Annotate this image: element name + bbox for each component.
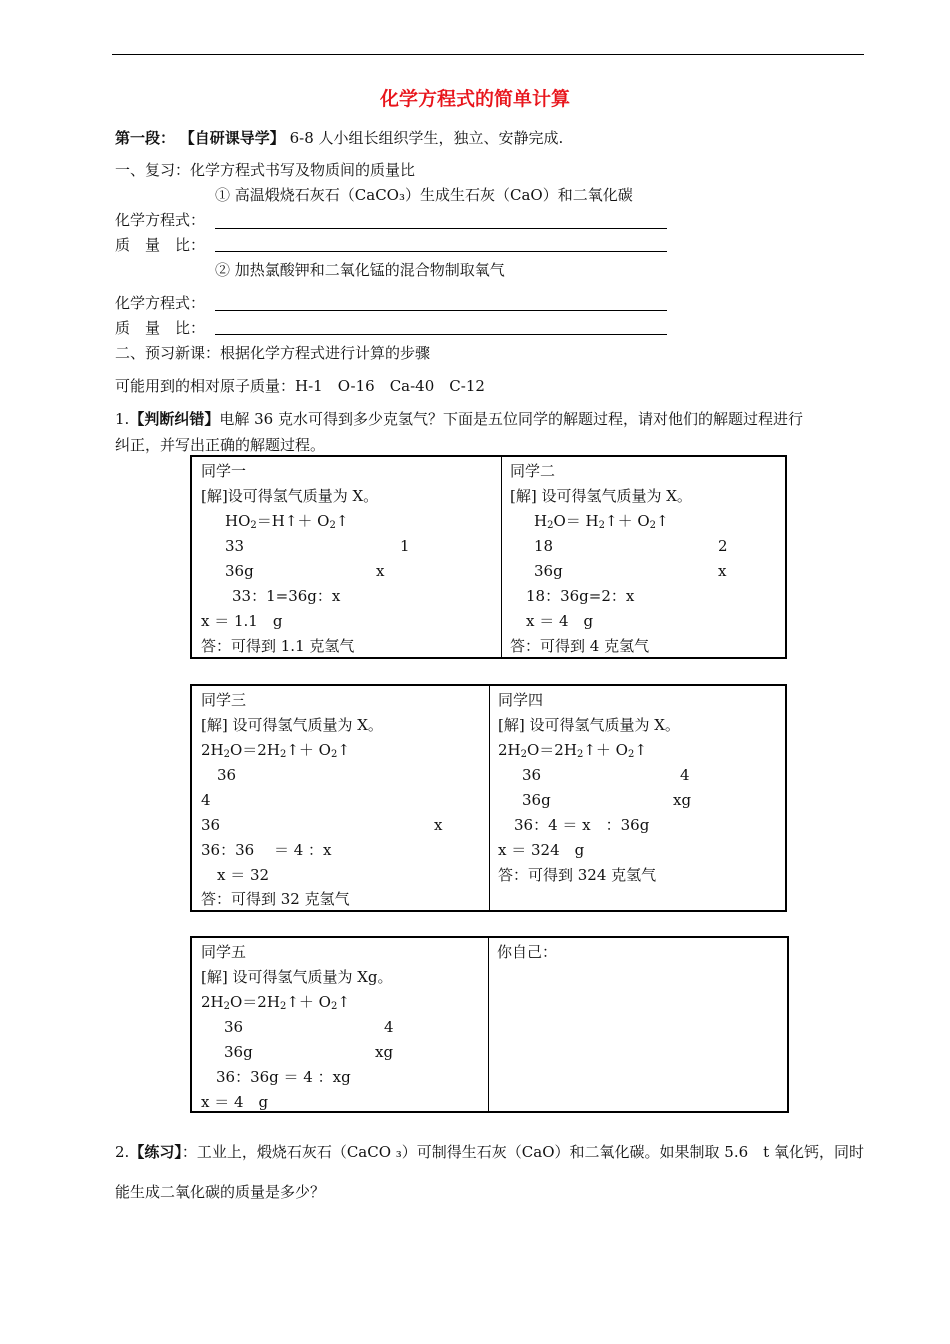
review-heading: 一、复习：化学方程式书写及物质间的质量比: [115, 161, 416, 179]
student-2-equation: $H_2O=$ $H_2↑+$ $O_2↑$: [534, 512, 669, 531]
eq-label-1: 化学方程式：: [115, 211, 206, 229]
section1-label: 第一段：: [115, 129, 176, 147]
ratio-label-2: 质 量 比：: [115, 319, 206, 337]
student-4-given-a: 36g: [522, 791, 551, 809]
student-4-equation: $2H_2O=2H_2↑+$ $O_2↑$: [498, 741, 647, 760]
q2-tag: 【练习】: [129, 1143, 182, 1161]
student-5-given-a: 36g: [224, 1043, 253, 1061]
table-divider: [489, 686, 490, 910]
student-3-answer: 答：可得到 32 克氢气: [201, 890, 350, 908]
student-3-proportion: 36：36 ＝ 4 ：x: [201, 841, 332, 859]
table-student-5-self: [190, 936, 789, 1113]
student-2-proportion: 18：36g=2：x: [526, 587, 635, 605]
student-3-given-b: x: [434, 816, 443, 834]
atomic-masses: 可能用到的相对原子质量：H-1 O-16 Ca-40 C-12: [115, 377, 485, 395]
student-1-given-b: x: [376, 562, 385, 580]
student-1-name: 同学一: [201, 462, 247, 480]
student-2-answer: 答：可得到 4 克氢气: [510, 637, 650, 655]
q1-line-2: 纠正，并写出正确的解题过程。: [115, 436, 326, 454]
q1-text-1: 电解 36 克水可得到多少克氢气？下面是五位同学的解题过程，请对他们的解题过程进行: [219, 410, 803, 428]
student-5-setup: [解] 设可得氢气质量为 Xg。: [201, 968, 393, 986]
student-5-mass-a: 36: [224, 1018, 244, 1036]
eq-blank-1[interactable]: [215, 228, 667, 229]
student-4-result: x ＝ 324 g: [498, 841, 585, 859]
ratio-blank-2[interactable]: [215, 334, 667, 335]
student-4-mass-b: 4: [680, 766, 690, 784]
student-4-setup: [解] 设可得氢气质量为 X。: [498, 716, 680, 734]
q2-line-1: [115, 1142, 864, 1162]
q2-line-2: 能生成二氧化碳的质量是多少？: [115, 1183, 326, 1201]
review-item-2: ② 加热氯酸钾和二氧化锰的混合物制取氧气: [215, 261, 505, 279]
student-1-setup: [解]设可得氢气质量为 X。: [201, 487, 379, 505]
student-4-mass-a: 36: [522, 766, 542, 784]
header-rule: [112, 54, 864, 55]
student-5-given-b: xg: [375, 1043, 394, 1061]
student-2-given-b: x: [718, 562, 727, 580]
student-3-setup: [解] 设可得氢气质量为 X。: [201, 716, 383, 734]
section1-bracket: 【自研课导学】: [179, 129, 285, 147]
student-5-equation: $2H_2O=2H_2↑+$ $O_2↑$: [201, 993, 350, 1012]
eq-blank-2[interactable]: [215, 310, 667, 311]
table-students-1-2: [190, 455, 787, 659]
student-1-proportion: 33：1=36g：x: [232, 587, 341, 605]
student-1-given-a: 36g: [225, 562, 254, 580]
student-2-name: 同学二: [510, 462, 556, 480]
student-1-mass-a: 33: [225, 537, 245, 555]
student-5-proportion: 36：36g ＝ 4 ：xg: [216, 1068, 351, 1086]
student-2-mass-b: 2: [718, 537, 728, 555]
student-2-setup: [解] 设可得氢气质量为 X。: [510, 487, 692, 505]
ratio-blank-1[interactable]: [215, 251, 667, 252]
section1-text: 6-8 人小组长组织学生，独立、安静完成.: [289, 129, 564, 147]
ratio-label-1: 质 量 比：: [115, 236, 206, 254]
student-4-answer: 答：可得到 324 克氢气: [498, 866, 657, 884]
table-divider: [501, 457, 502, 657]
student-4-name: 同学四: [498, 691, 544, 709]
student-2-mass-a: 18: [534, 537, 554, 555]
student-4-proportion: 36：4 ＝ x ：36g: [514, 816, 650, 834]
review-item-1: ① 高温煅烧石灰石（CaCO₃）生成生石灰（CaO）和二氧化碳: [215, 186, 633, 204]
student-3-mass-2: 4: [201, 791, 211, 809]
self-answer-cell[interactable]: [489, 938, 787, 1111]
q2-text-1: ：工业上，煅烧石灰石（CaCO ₃）可制得生石灰（CaO）和二氧化碳。如果制取 5.6 t 氧化钙，同时: [181, 1143, 864, 1161]
student-1-result: x ＝ 1.1 g: [201, 612, 283, 630]
student-4-given-b: xg: [673, 791, 692, 809]
preview-heading: 二、预习新课：根据化学方程式进行计算的步骤: [115, 344, 431, 362]
eq-label-2: 化学方程式：: [115, 294, 206, 312]
q1-tag: 【判断纠错】: [129, 410, 220, 428]
student-3-result: x ＝ 32: [217, 866, 270, 884]
student-3-given-a: 36: [201, 816, 221, 834]
student-2-result: x ＝ 4 g: [526, 612, 594, 630]
self-answer-label: 你自己：: [497, 943, 558, 961]
student-1-equation: $HO_2=H↑+$ $O_2↑$: [225, 512, 349, 531]
student-3-mass-1: 36: [217, 766, 237, 784]
q1-number: 1.: [115, 410, 130, 428]
student-5-mass-b: 4: [384, 1018, 394, 1036]
student-1-mass-b: 1: [400, 537, 410, 555]
table-students-3-4: [190, 684, 787, 912]
page-title: 化学方程式的简单计算: [379, 88, 570, 110]
q2-number: 2.: [115, 1143, 130, 1161]
student-5-result: x ＝ 4 g: [201, 1093, 269, 1111]
student-2-given-a: 36g: [534, 562, 563, 580]
student-5-name: 同学五: [201, 943, 247, 961]
section1-line: [115, 128, 563, 148]
student-3-equation: $2H_2O=2H_2↑+$ $O_2↑$: [201, 741, 350, 760]
student-1-answer: 答：可得到 1.1 克氢气: [201, 637, 355, 655]
q1-line-1: [115, 409, 803, 429]
student-3-name: 同学三: [201, 691, 247, 709]
